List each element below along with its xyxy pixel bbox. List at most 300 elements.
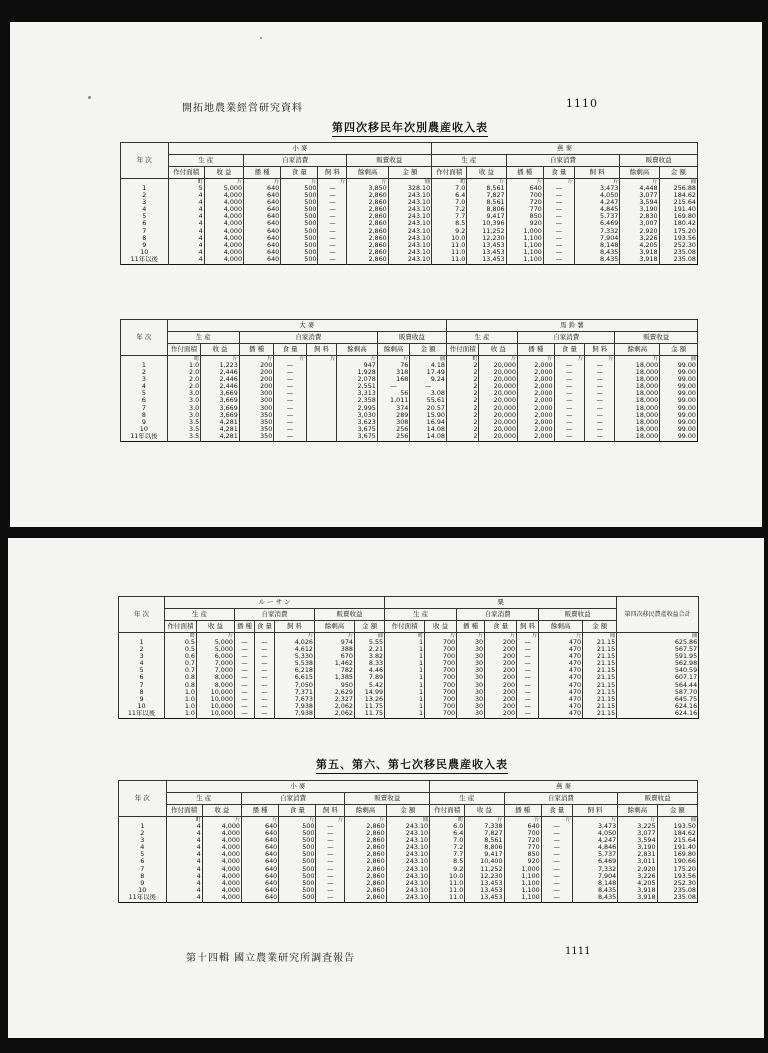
value-cell: 4,000 <box>204 192 243 199</box>
year-cell: 1 <box>121 362 168 369</box>
value-cell: 8,561 <box>467 199 506 206</box>
value-cell: 7.89 <box>355 674 385 681</box>
value-cell: — <box>541 830 572 837</box>
value-cell: 1 <box>385 646 425 653</box>
unit-en: 圓 <box>386 817 429 824</box>
value-cell: — <box>318 228 347 235</box>
value-cell: 15.90 <box>410 412 447 419</box>
value-cell: 20.57 <box>410 405 447 412</box>
value-cell: 1 <box>385 639 425 646</box>
table-row <box>119 646 699 653</box>
unit-kin: 斤 <box>539 633 583 640</box>
value-cell: 4,205 <box>620 242 659 249</box>
year-cell: 9 <box>119 696 165 703</box>
unit-kin: 斤 <box>518 356 555 363</box>
value-cell: — <box>235 696 255 703</box>
value-cell: 640 <box>242 844 279 851</box>
value-cell: — <box>585 390 615 397</box>
col-area: 作付面積 <box>166 805 202 817</box>
value-cell: 500 <box>281 206 318 213</box>
group-home-use: 自家消費 <box>235 609 315 621</box>
value-cell: 3,190 <box>620 206 659 213</box>
value-cell: 1,100 <box>504 887 541 894</box>
value-cell: 2.21 <box>355 646 385 653</box>
value-cell: 6,000 <box>197 653 235 660</box>
value-cell: 200 <box>239 383 274 390</box>
value-cell: — <box>316 844 345 851</box>
value-cell: 30 <box>457 696 485 703</box>
unit-cho: 町 <box>432 179 467 186</box>
value-cell: 1 <box>385 674 425 681</box>
value-cell: 243.10 <box>386 858 429 865</box>
value-cell: 4,050 <box>574 192 619 199</box>
value-cell: 20,000 <box>479 426 518 433</box>
value-cell: — <box>274 405 306 412</box>
value-cell: 190.66 <box>657 858 697 865</box>
unit-kin: 斤 <box>457 633 485 640</box>
unit-en: 圓 <box>583 633 617 640</box>
value-cell: 1.0 <box>165 703 197 710</box>
value-cell: 4 <box>166 866 202 873</box>
col-surplus: 餘剩高 <box>347 167 388 179</box>
value-cell: — <box>235 660 255 667</box>
table-row <box>121 426 698 433</box>
value-cell: 8,561 <box>465 837 504 844</box>
value-cell: 500 <box>281 228 318 235</box>
value-cell: 12,230 <box>467 235 506 242</box>
value-cell: 4 <box>166 894 202 903</box>
year-cell: 4 <box>119 844 167 851</box>
table-row <box>119 696 699 703</box>
value-cell: 200 <box>485 639 517 646</box>
value-cell: — <box>543 256 574 265</box>
col-feed: 飼 料 <box>574 167 619 179</box>
table-row <box>121 412 698 419</box>
value-cell: 99.00 <box>660 390 698 397</box>
value-cell: 2,860 <box>347 220 388 227</box>
value-cell: 235.08 <box>659 249 697 256</box>
value-cell: 640 <box>244 228 281 235</box>
value-cell: 76 <box>377 362 409 369</box>
unit-kin: 斤 <box>239 356 274 363</box>
value-cell: — <box>274 362 306 369</box>
value-cell: 700 <box>425 710 457 719</box>
value-cell: 500 <box>279 837 316 844</box>
value-cell: 18,000 <box>615 419 660 426</box>
group-home-use: 自家消費 <box>242 793 345 805</box>
value-cell: — <box>585 412 615 419</box>
value-cell: 3,669 <box>201 405 240 412</box>
value-cell: 2,860 <box>347 206 388 213</box>
table-row <box>121 369 698 376</box>
group-sales: 販賣收益 <box>539 609 617 621</box>
year-cell: 5 <box>119 667 165 674</box>
value-cell: 235.08 <box>657 894 697 903</box>
group-sales: 販賣收益 <box>345 793 430 805</box>
value-cell: 3,011 <box>618 858 657 865</box>
group-production: 生 産 <box>167 332 239 344</box>
value-cell: 20,000 <box>479 412 518 419</box>
col-feed: 飼 料 <box>318 167 347 179</box>
value-cell: 18,000 <box>615 412 660 419</box>
value-cell: 3,226 <box>618 873 657 880</box>
value-cell: 2,860 <box>345 880 386 887</box>
value-cell: 2,000 <box>518 369 555 376</box>
value-cell: 4,000 <box>204 199 243 206</box>
table-row <box>121 199 698 206</box>
col-amount: 金 額 <box>410 344 447 356</box>
value-cell: 4,846 <box>572 844 617 851</box>
value-cell: 1,928 <box>337 369 378 376</box>
value-cell: 5.42 <box>355 682 385 689</box>
value-cell: 470 <box>539 696 583 703</box>
value-cell: 500 <box>279 880 316 887</box>
value-cell: 30 <box>457 703 485 710</box>
value-cell: 0.5 <box>165 639 197 646</box>
value-cell: 9,417 <box>465 851 504 858</box>
value-cell: — <box>554 376 584 383</box>
col-food: 食 量 <box>554 344 584 356</box>
value-cell: — <box>554 419 584 426</box>
value-cell <box>306 383 336 390</box>
value-cell: 4,247 <box>574 199 619 206</box>
value-cell: — <box>585 405 615 412</box>
group-production: 生 産 <box>168 155 243 167</box>
unit-kin: 斤 <box>574 179 619 186</box>
value-cell: — <box>235 639 255 646</box>
value-cell: 640 <box>242 873 279 880</box>
col-amount: 金 額 <box>657 805 697 817</box>
unit-kin: 斤 <box>467 179 506 186</box>
value-cell: 6,469 <box>574 220 619 227</box>
value-cell: — <box>517 674 539 681</box>
value-cell: — <box>255 682 275 689</box>
col-surplus: 餘剩高 <box>620 167 659 179</box>
unit-kin: 斤 <box>242 817 279 824</box>
value-cell: 3,669 <box>201 412 240 419</box>
value-cell: 470 <box>539 667 583 674</box>
unit-kin: 斤 <box>316 817 345 824</box>
value-cell: 16.94 <box>410 419 447 426</box>
value-cell: 243.10 <box>388 256 431 265</box>
value-cell: 9.24 <box>410 376 447 383</box>
table-row <box>119 858 698 865</box>
value-cell: — <box>554 433 584 442</box>
value-cell: 243.10 <box>388 228 431 235</box>
value-cell: — <box>543 242 574 249</box>
value-cell: 7.7 <box>430 851 465 858</box>
value-cell: 700 <box>425 660 457 667</box>
value-cell: 3,918 <box>618 887 657 894</box>
value-cell: 3.08 <box>410 390 447 397</box>
value-cell: — <box>316 823 345 830</box>
year-cell: 4 <box>121 383 168 390</box>
value-cell: 8,806 <box>467 206 506 213</box>
year-cell: 10 <box>121 249 169 256</box>
group-home-use: 自家消費 <box>518 332 615 344</box>
value-cell: 193.56 <box>657 873 697 880</box>
unit-kin: 斤 <box>465 817 504 824</box>
value-cell: 30 <box>457 646 485 653</box>
value-cell: 2,860 <box>347 192 388 199</box>
year-cell: 6 <box>119 674 165 681</box>
value-cell: 21.15 <box>583 667 617 674</box>
value-cell: 99.00 <box>660 419 698 426</box>
value-cell: 700 <box>425 639 457 646</box>
value-cell: — <box>517 653 539 660</box>
value-cell: — <box>274 383 306 390</box>
crop-potato: 馬 鈴 薯 <box>446 320 697 332</box>
year-cell: 5 <box>121 213 169 220</box>
col-surplus: 餘剩高 <box>337 344 378 356</box>
value-cell: 2,860 <box>347 242 388 249</box>
value-cell: 18,000 <box>615 397 660 404</box>
value-cell: 7,332 <box>574 228 619 235</box>
value-cell: 3,675 <box>337 433 378 442</box>
col-feed: 飼 料 <box>275 621 315 633</box>
value-cell: 2.0 <box>167 383 201 390</box>
value-cell: — <box>554 362 584 369</box>
col-surplus: 餘剩高 <box>345 805 386 817</box>
value-cell: 7,904 <box>572 873 617 880</box>
col-area: 作付面積 <box>430 805 465 817</box>
value-cell: 7,000 <box>197 667 235 674</box>
value-cell: 4,612 <box>275 646 315 653</box>
group-sales: 販賣收益 <box>315 609 385 621</box>
value-cell: — <box>318 206 347 213</box>
value-cell: 3.82 <box>355 653 385 660</box>
value-cell: — <box>543 249 574 256</box>
value-cell: — <box>318 220 347 227</box>
unit-en: 圓 <box>410 356 447 363</box>
unit-en: 圓 <box>355 633 385 640</box>
col-seed: 播 種 <box>242 805 279 817</box>
table-row <box>119 710 699 719</box>
value-cell: 7,338 <box>465 823 504 830</box>
barley-potato-table <box>120 319 698 442</box>
value-cell: — <box>517 703 539 710</box>
value-cell: — <box>541 866 572 873</box>
col-amount: 金 額 <box>355 621 385 633</box>
value-cell: — <box>235 646 255 653</box>
col-yield: 收 益 <box>201 344 240 356</box>
col-food: 食 量 <box>255 621 275 633</box>
value-cell: 2,000 <box>518 405 555 412</box>
value-cell: 4,247 <box>572 837 617 844</box>
value-cell: — <box>517 682 539 689</box>
value-cell: 30 <box>457 710 485 719</box>
value-cell: 3,473 <box>574 185 619 192</box>
value-cell: — <box>543 228 574 235</box>
value-cell: 256.88 <box>659 185 697 192</box>
value-cell: 3,594 <box>618 837 657 844</box>
value-cell: 1.0 <box>167 362 201 369</box>
value-cell: 720 <box>504 837 541 844</box>
value-cell: 540.59 <box>617 667 699 674</box>
value-cell: 55.61 <box>410 397 447 404</box>
value-cell: 243.10 <box>386 823 429 830</box>
value-cell: 3.5 <box>167 419 201 426</box>
value-cell: 328.10 <box>388 185 431 192</box>
value-cell: 350 <box>239 419 274 426</box>
col-yield: 收 益 <box>204 167 243 179</box>
value-cell: — <box>517 696 539 703</box>
year-cell: 1 <box>119 823 167 830</box>
value-cell: 470 <box>539 682 583 689</box>
value-cell: 4,026 <box>275 639 315 646</box>
value-cell: — <box>543 206 574 213</box>
value-cell: 169.80 <box>659 213 697 220</box>
value-cell: 2,920 <box>618 866 657 873</box>
value-cell: 3,918 <box>620 256 659 265</box>
value-cell: 7,827 <box>467 192 506 199</box>
table-row <box>119 837 698 844</box>
col-year: 年 次 <box>119 597 165 633</box>
value-cell: 4 <box>168 220 204 227</box>
value-cell: 640 <box>244 213 281 220</box>
value-cell: 2,860 <box>345 866 386 873</box>
value-cell: 950 <box>315 682 355 689</box>
value-cell: 700 <box>425 674 457 681</box>
value-cell: 4 <box>168 213 204 220</box>
value-cell: 2,860 <box>345 894 386 903</box>
value-cell: 11.0 <box>432 256 467 265</box>
value-cell: 500 <box>281 235 318 242</box>
value-cell: 700 <box>504 830 541 837</box>
value-cell: 640 <box>244 242 281 249</box>
value-cell: 3.5 <box>167 426 201 433</box>
value-cell: 300 <box>239 397 274 404</box>
value-cell: 6,469 <box>572 858 617 865</box>
value-cell: 2,062 <box>315 710 355 719</box>
value-cell: 193.50 <box>657 823 697 830</box>
value-cell: 2 <box>446 376 478 383</box>
unit-cho: 町 <box>165 633 197 640</box>
value-cell: 200 <box>239 369 274 376</box>
value-cell: — <box>377 383 409 390</box>
year-cell: 8 <box>119 689 165 696</box>
value-cell: 470 <box>539 639 583 646</box>
value-cell: 640 <box>242 823 279 830</box>
value-cell: 700 <box>425 646 457 653</box>
value-cell: 1,000 <box>504 866 541 873</box>
value-cell: 640 <box>244 235 281 242</box>
value-cell: 18,000 <box>615 405 660 412</box>
table-row <box>119 689 699 696</box>
value-cell: 770 <box>504 844 541 851</box>
value-cell: 470 <box>539 674 583 681</box>
value-cell: — <box>554 405 584 412</box>
col-yield: 收 益 <box>479 344 518 356</box>
value-cell: 3,850 <box>347 185 388 192</box>
value-cell: 350 <box>239 426 274 433</box>
value-cell: 21.15 <box>583 703 617 710</box>
value-cell: 18,000 <box>615 426 660 433</box>
value-cell: 200 <box>485 653 517 660</box>
value-cell: 4,205 <box>618 880 657 887</box>
value-cell: 8,435 <box>574 256 619 265</box>
value-cell: 2,000 <box>518 397 555 404</box>
value-cell: 9.2 <box>430 866 465 873</box>
value-cell: 20,000 <box>479 405 518 412</box>
value-cell: 7.2 <box>430 844 465 851</box>
value-cell: 7,000 <box>197 660 235 667</box>
value-cell: 640 <box>242 866 279 873</box>
value-cell: — <box>274 390 306 397</box>
unit-kin: 斤 <box>347 179 388 186</box>
value-cell: 350 <box>239 433 274 442</box>
year-cell: 10 <box>119 703 165 710</box>
year-cell: 9 <box>121 242 169 249</box>
table-row <box>121 376 698 383</box>
crop-wheat: 小 麥 <box>166 781 430 793</box>
value-cell: 4,000 <box>202 858 241 865</box>
value-cell: 4 <box>166 837 202 844</box>
unit-cho: 町 <box>385 633 425 640</box>
value-cell: 99.00 <box>660 376 698 383</box>
value-cell: 21.15 <box>583 682 617 689</box>
value-cell: 470 <box>539 653 583 660</box>
value-cell: 1.0 <box>165 689 197 696</box>
value-cell: 252.30 <box>657 880 697 887</box>
value-cell: 5,330 <box>275 653 315 660</box>
value-cell: 243.10 <box>388 220 431 227</box>
value-cell: 5,000 <box>204 185 243 192</box>
value-cell: — <box>316 858 345 865</box>
value-cell: 10.0 <box>430 873 465 880</box>
value-cell: 500 <box>281 249 318 256</box>
value-cell: — <box>255 639 275 646</box>
group-production: 生 産 <box>165 609 235 621</box>
value-cell: 21.15 <box>583 646 617 653</box>
value-cell: 640 <box>244 185 281 192</box>
col-seed: 播 種 <box>244 167 281 179</box>
value-cell: — <box>316 894 345 903</box>
unit-en: 圓 <box>657 817 697 824</box>
value-cell: — <box>316 837 345 844</box>
value-cell: 193.56 <box>659 235 697 242</box>
value-cell: — <box>316 873 345 880</box>
unit-kin: 斤 <box>618 817 657 824</box>
value-cell: 4,000 <box>202 851 241 858</box>
value-cell: 3,226 <box>620 235 659 242</box>
value-cell: 3,007 <box>620 220 659 227</box>
unit-kin: 斤 <box>275 633 315 640</box>
value-cell: 3,030 <box>337 412 378 419</box>
value-cell: 500 <box>279 851 316 858</box>
col-yield: 收 益 <box>465 805 504 817</box>
value-cell: 8,000 <box>197 674 235 681</box>
value-cell: 56 <box>377 390 409 397</box>
value-cell: 4,000 <box>204 242 243 249</box>
value-cell: 243.10 <box>386 866 429 873</box>
value-cell: 7.2 <box>432 206 467 213</box>
value-cell: 2,860 <box>347 249 388 256</box>
value-cell: 2 <box>446 405 478 412</box>
value-cell: 2 <box>446 362 478 369</box>
table-row <box>119 830 698 837</box>
value-cell: — <box>517 639 539 646</box>
crop-oats: 燕 麥 <box>432 143 698 155</box>
col-feed: 飼 料 <box>585 344 615 356</box>
value-cell: 2,062 <box>315 703 355 710</box>
value-cell: 567.57 <box>617 646 699 653</box>
col-food: 食 量 <box>281 167 318 179</box>
unit-kin: 斤 <box>479 356 518 363</box>
col-amount: 金 額 <box>659 167 697 179</box>
value-cell <box>306 426 336 433</box>
value-cell: — <box>543 220 574 227</box>
